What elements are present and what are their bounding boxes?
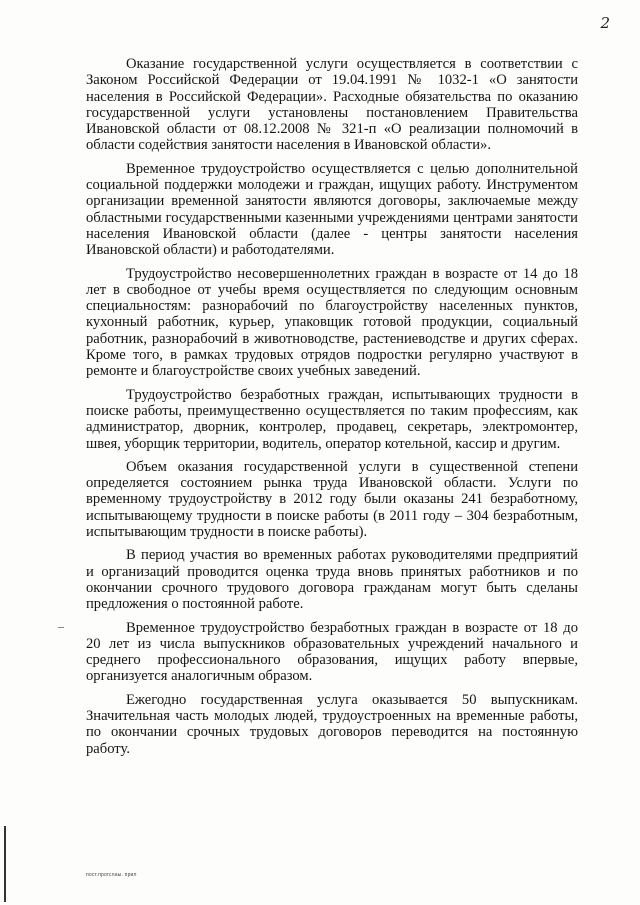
scan-edge-line [4,826,6,902]
paragraph-legal-basis: Оказание государственной услуги осуществляется в соответствии с Законом Российской Федерации от 19.04.1991 № 1032-1 «О занятости населения в Российской Федерации». Расходные обязательства по оказанию государственной услуги установлены постановлением Правительства Ивановской области от 08.12.2008 № 321-п «О реализации полномочий в области содействия занятости населения в Ивановской области». [86,56,578,154]
footer-filename: пост.прогслаы. прил [86,872,137,878]
document-body [86,56,578,764]
paragraph-service-volume: Объем оказания государственной услуги в существенной степени определяется состоянием рынка труда Ивановской области. Услуги по временному трудоустройству в 2012 году были оказаны 241 безработному, испытывающему трудности в поиске работы (в 2011 году – 304 безработным, испытывающим трудности в поиске работы). [86,458,578,541]
paragraph-minors-employment: Трудоустройство несовершеннолетних граждан в возрасте от 14 до 18 лет в свободное от учебы время осуществляется по следующим основным специальностям: разнорабочий по благоустройству населенных пунктов, кухонный работник, курьер, упаковщик готовой продукции, социальный работник, разнорабочий в животноводстве, растениеводстве и других сферах. Кроме того, в рамках трудовых отрядов подростки регулярно участвуют в ремонте и благоустройстве своих учебных заведений. [86,265,578,380]
paragraph-graduates: Временное трудоустройство безработных граждан в возрасте от 18 до 20 лет из числа выпускников образовательных учреждений начального и среднего профессионального образования, ищущих работу впервые, организуется аналогичным образом. [86,619,578,685]
page-number: 2 [600,14,610,32]
paragraph-temporary-employment: Временное трудоустройство осуществляется с целью дополнительной социальной поддержки молодежи и граждан, ищущих работу. Инструментом организации временной занятости являются договоры, заключаемые между областными государственными казенными учреждениями центрами занятости населения Ивановской области (далее - центры занятости населения Ивановской области) и работодателями. [86,160,578,259]
margin-mark [58,627,64,628]
paragraph-evaluation: В период участия во временных работах руководителями предприятий и организаций проводится оценка труда вновь принятых работников и по окончании срочного трудового договора гражданам могут быть сделаны предложения о постоянной работе. [86,547,578,613]
paragraph-unemployed-employment: Трудоустройство безработных граждан, испытывающих трудности в поиске работы, преимущественно осуществляется по таким профессиям, как администратор, дворник, контролер, продавец, секретарь, электромонтер, швея, уборщик территории, водитель, оператор котельной, кассир и другим. [86,386,578,452]
paragraph-annual-service: Ежегодно государственная услуга оказывается 50 выпускникам. Значительная часть молодых людей, трудоустроенных на временные работы, по окончании срочных трудовых договоров переводится на постоянную работу. [86,691,578,757]
